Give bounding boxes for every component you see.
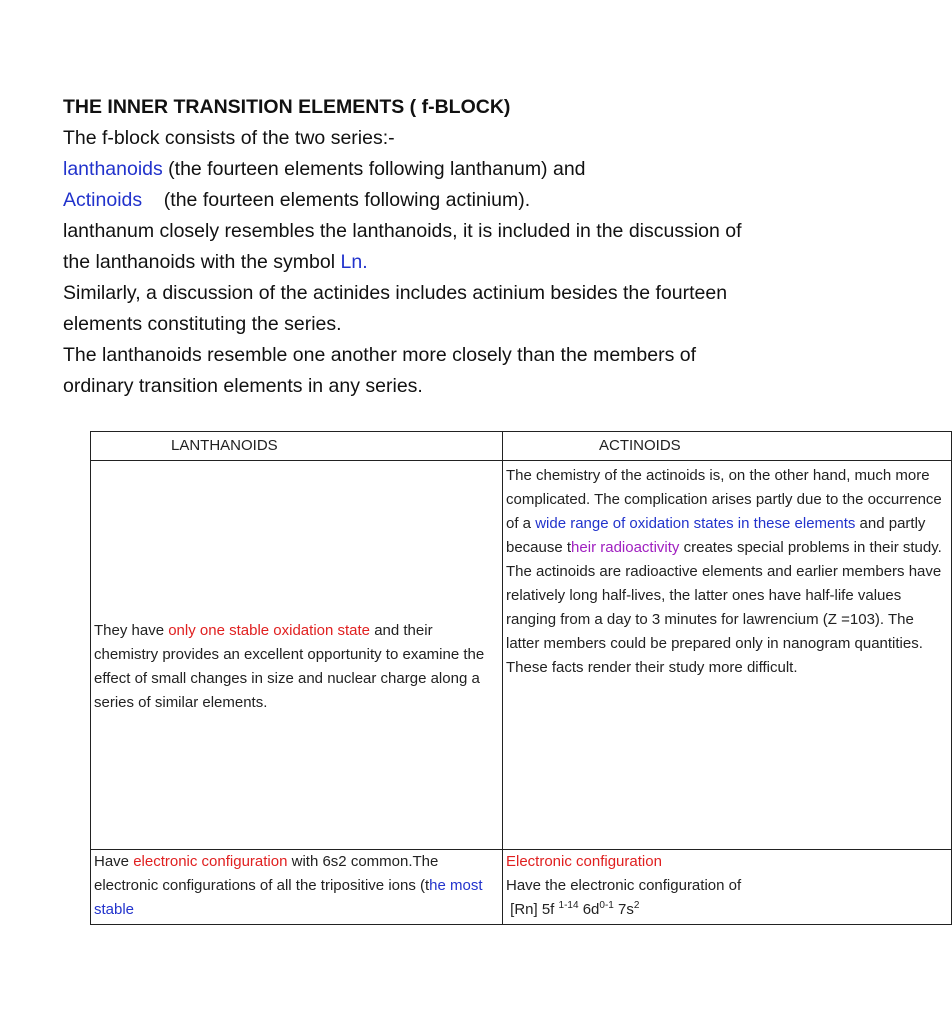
lanthanoids-term: lanthanoids <box>63 158 163 180</box>
header-lanthanoids: LANTHANOIDS <box>91 432 503 461</box>
lanthanoids-config-cell <box>91 850 503 925</box>
lanthanum-paragraph <box>63 216 753 278</box>
document-body <box>63 92 753 402</box>
ln-symbol: Ln. <box>340 251 368 273</box>
lanthanoids-desc: (the fourteen elements following lanthanum) and <box>162 158 586 180</box>
actinides-paragraph: Similarly, a discussion of the actinides includes actinium besides the fourteen elements constituting the series. <box>63 282 728 335</box>
cell-text: They have <box>94 622 169 639</box>
highlight-text: wide range of oxidation states in these elements <box>535 515 856 532</box>
lanthanoids-oxidation-cell <box>91 461 503 850</box>
config-formula <box>506 901 639 918</box>
config-superscript: 0-1 <box>599 900 614 911</box>
section-heading: THE INNER TRANSITION ELEMENTS ( f-BLOCK) <box>63 96 511 118</box>
cell-text: creates special problems in their study. <box>679 539 942 556</box>
cell-text: The actinoids are radioactive elements and earlier members have relatively long half-lives, the latter ones have half-life values ranging from a day to 3 minutes for lawrencium (Z =103). The latter members could be prepared only in nanogram quantities. These facts render their study more difficult. <box>506 563 942 676</box>
highlight-text: only one stable oxidation state <box>168 622 371 639</box>
header-actinoids: ACTINOIDS <box>503 432 952 461</box>
cell-text: The chemistry of the actinoids is, on the other hand, much more complicated. The complication arises partly due to the occurrence of a <box>506 467 942 532</box>
config-part: [Rn] 5f <box>506 901 559 918</box>
highlight-text: he most stable <box>94 877 483 918</box>
lanthanoids-line <box>63 154 753 185</box>
cell-text: and their chemistry provides an excellent opportunity to examine the effect of small changes in size and nuclear charge along a series of similar elements. <box>94 622 485 711</box>
actinoids-config-cell <box>503 850 952 925</box>
table-row <box>91 850 952 925</box>
comparison-table <box>90 431 952 925</box>
lanthanum-text: lanthanum closely resembles the lanthanoids, it is included in the discussion of the lanthanoids with the symbol <box>63 220 742 273</box>
cell-text: with 6s2 common.The electronic configurations of all the tripositive ions (t <box>94 853 439 894</box>
config-superscript: 1-14 <box>558 900 579 911</box>
cell-text: Have the electronic configuration of <box>506 877 742 894</box>
cell-text: and partly because t <box>506 515 926 556</box>
config-part: 6d <box>578 901 600 918</box>
table-row <box>91 461 952 850</box>
resemble-paragraph: The lanthanoids resemble one another more closely than the members of ordinary transition elements in any series. <box>63 344 697 397</box>
highlight-text: heir radioactivity <box>571 539 680 556</box>
actinoids-term: Actinoids <box>63 189 143 211</box>
config-part: 7s <box>613 901 634 918</box>
actinoids-desc: (the fourteen elements following actinium). <box>142 189 531 211</box>
actinoids-line <box>63 185 753 216</box>
highlight-text: electronic configuration <box>133 853 288 870</box>
intro-line: The f-block consists of the two series:- <box>63 127 395 149</box>
actinoids-oxidation-cell <box>503 461 952 850</box>
table-header-row <box>91 432 952 461</box>
highlight-text: Electronic configuration <box>506 853 662 870</box>
cell-text: Have <box>94 853 134 870</box>
config-superscript: 2 <box>633 900 640 911</box>
